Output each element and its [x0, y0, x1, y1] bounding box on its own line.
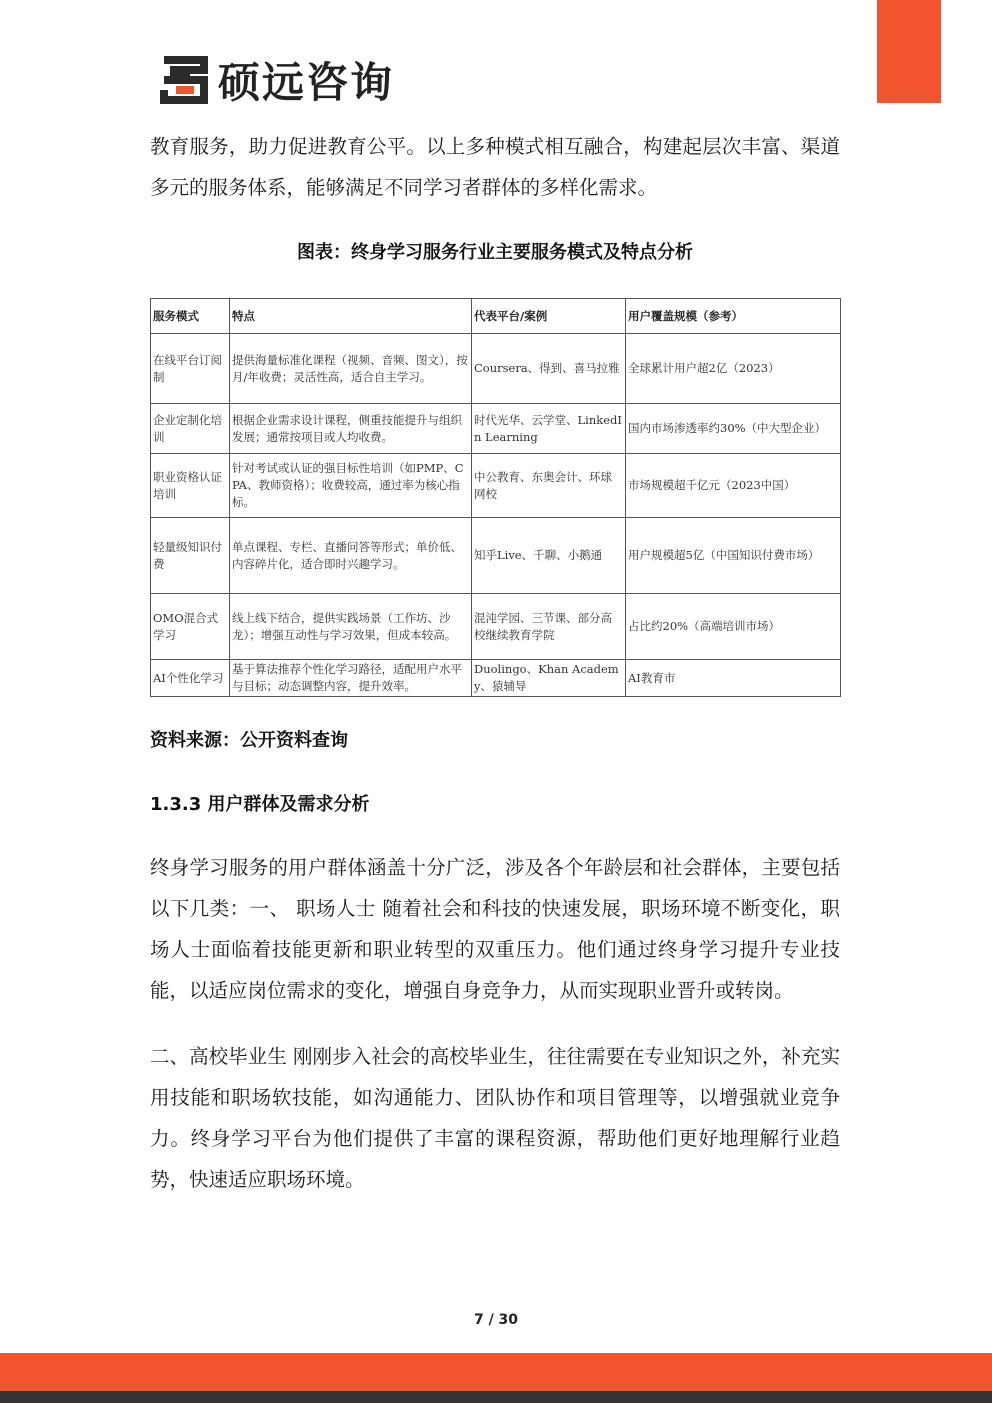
table-cell: 企业定制化培训 [151, 404, 230, 454]
table-cell: OMO混合式学习 [151, 594, 230, 660]
table-cell: 线上线下结合，提供实践场景（工作坊、沙龙）；增强互动性与学习效果，但成本较高。 [230, 594, 472, 660]
table-row [151, 334, 841, 404]
table-cell: 市场规模超千亿元（2023中国） [626, 454, 841, 518]
table-cell: 占比约20%（高端培训市场） [626, 594, 841, 660]
table-header-cell: 特点 [230, 299, 472, 334]
table-cell: 知乎Live、千聊、小鹅通 [472, 518, 626, 594]
table-header-cell: 服务模式 [151, 299, 230, 334]
table-cell: 提供海量标准化课程（视频、音频、图文），按月/年收费；灵活性高，适合自主学习。 [230, 334, 472, 404]
table-cell: Coursera、得到、喜马拉雅 [472, 334, 626, 404]
table-cell: 单点课程、专栏、直播问答等形式；单价低、内容碎片化，适合即时兴趣学习。 [230, 518, 472, 594]
table-cell: 在线平台订阅制 [151, 334, 230, 404]
table-cell: Duolingo、Khan Academy、猿辅导 [472, 660, 626, 697]
footer-accent-bar [0, 1353, 992, 1391]
table-cell: 时代光华、云学堂、LinkedIn Learning [472, 404, 626, 454]
source-note: 资料来源：公开资料查询 [150, 730, 348, 751]
table-header-cell: 用户覆盖规模（参考） [626, 299, 841, 334]
brand-logo [160, 54, 394, 106]
table-cell: 轻量级知识付费 [151, 518, 230, 594]
brand-name: 硕远咨询 [218, 58, 395, 107]
logo-mark-icon [160, 56, 208, 104]
service-model-table [150, 298, 841, 697]
table-row [151, 404, 841, 454]
footer-dark-strip [0, 1391, 992, 1403]
table-cell: 国内市场渗透率约30%（中大型企业） [626, 404, 841, 454]
section-heading: 1.3.3 用户群体及需求分析 [150, 794, 370, 815]
table-cell: 根据企业需求设计课程，侧重技能提升与组织发展；通常按项目或人均收费。 [230, 404, 472, 454]
table-cell: 基于算法推荐个性化学习路径，适配用户水平与目标；动态调整内容，提升效率。 [230, 660, 472, 697]
table-cell: 混沌学园、三节课、部分高校继续教育学院 [472, 594, 626, 660]
table-header-cell: 代表平台/案例 [472, 299, 626, 334]
figure-caption: 图表：终身学习服务行业主要服务模式及特点分析 [297, 242, 693, 263]
table-cell: AI个性化学习 [151, 660, 230, 697]
table-row [151, 518, 841, 594]
corner-accent-block [877, 0, 941, 103]
table-row [151, 454, 841, 518]
table-cell: 职业资格认证培训 [151, 454, 230, 518]
table-header-row [151, 299, 841, 334]
page-number: 7 / 30 [473, 1312, 519, 1328]
table-cell: 全球累计用户超2亿（2023） [626, 334, 841, 404]
table-row [151, 594, 841, 660]
body-paragraph: 二、高校毕业生 刚刚步入社会的高校毕业生，往往需要在专业知识之外，补充实用技能和职场软技能，如沟通能力、团队协作和项目管理等，以增强就业竞争力。终身学习平台为他们提供了丰富的课程资源，帮助他们更好地理解行业趋势，快速适应职场环境。 [150, 1045, 840, 1191]
table-cell: 针对考试或认证的强目标性培训（如PMP、CPA、教师资格）；收费较高，通过率为核心指标。 [230, 454, 472, 518]
intro-paragraph: 教育服务，助力促进教育公平。以上多种模式相互融合，构建起层次丰富、渠道多元的服务体系，能够满足不同学习者群体的多样化需求。 [150, 135, 840, 199]
table-cell: 用户规模超5亿（中国知识付费市场） [626, 518, 841, 594]
table-cell: AI教育市 [626, 660, 841, 697]
table-row [151, 660, 841, 697]
body-paragraph: 终身学习服务的用户群体涵盖十分广泛，涉及各个年龄层和社会群体，主要包括以下几类：一、 职场人士 随着社会和科技的快速发展，职场环境不断变化，职场人士面临着技能更新和职业转型的双重压力。他们通过终身学习提升专业技能，以适应岗位需求的变化，增强自身竞争力，从而实现职业晋升或转岗。 [150, 856, 840, 1002]
table-cell: 中公教育、东奥会计、环球网校 [472, 454, 626, 518]
